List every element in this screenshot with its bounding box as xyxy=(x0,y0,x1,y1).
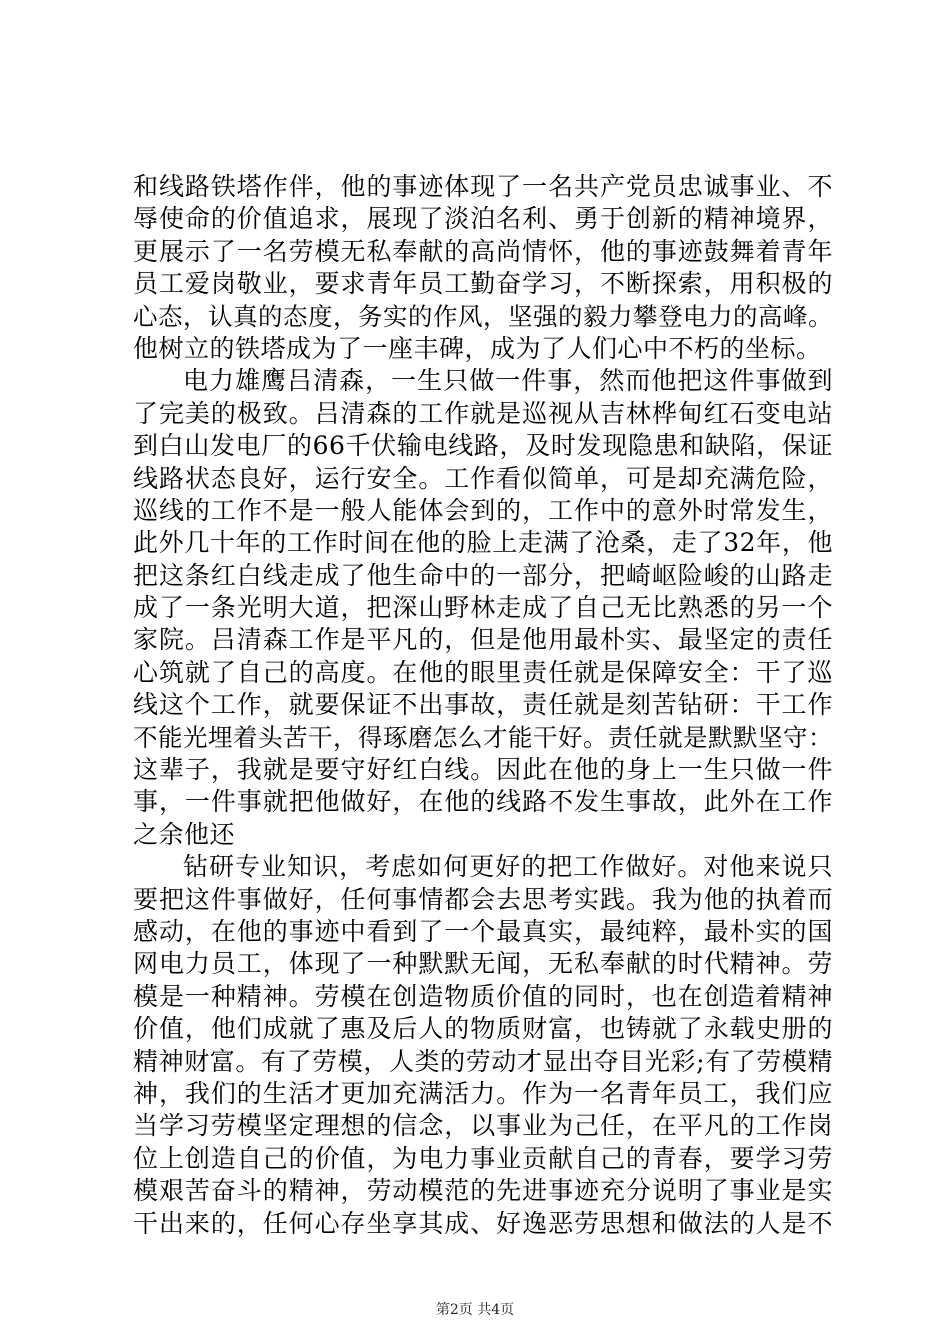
text-line: 心态，认真的态度，务实的作风，坚强的毅力攀登电力的高峰。 xyxy=(133,301,833,331)
text-line: 巡线的工作不是一般人能体会到的，工作中的意外时常发生， xyxy=(133,495,833,525)
text-line: 家院。吕清森工作是平凡的，但是他用最朴实、最坚定的责任 xyxy=(133,625,833,655)
text-line: 更展示了一名劳模无私奉献的高尚情怀，他的事迹鼓舞着青年 xyxy=(133,236,833,266)
text-line: 此外几十年的工作时间在他的脸上走满了沧桑，走了32年，他 xyxy=(133,528,833,558)
text-line: 线这个工作，就要保证不出事故，责任就是刻苦钻研：干工作 xyxy=(133,690,833,720)
paragraph-1 xyxy=(133,171,833,365)
text-line: 电力雄鹰吕清森，一生只做一件事，然而他把这件事做到 xyxy=(183,366,833,396)
text-line: 线路状态良好，运行安全。工作看似简单，可是却充满危险， xyxy=(133,463,833,493)
text-line: 神，我们的生活才更加充满活力。作为一名青年员工，我们应 xyxy=(133,1078,833,1108)
text-line: 之余他还 xyxy=(133,819,236,849)
text-line: 感动，在他的事迹中看到了一个最真实，最纯粹，最朴实的国 xyxy=(133,916,833,946)
text-line: 了完美的极致。吕清森的工作就是巡视从吉林桦甸红石变电站 xyxy=(133,398,833,428)
text-line: 当学习劳模坚定理想的信念，以事业为己任，在平凡的工作岗 xyxy=(133,1111,833,1141)
text-line: 他树立的铁塔成为了一座丰碑，成为了人们心中不朽的坐标。 xyxy=(133,333,822,363)
text-line: 精神财富。有了劳模，人类的劳动才显出夺目光彩;有了劳模精 xyxy=(133,1046,833,1076)
document-body xyxy=(133,171,833,1240)
text-line: 干出来的，任何心存坐享其成、好逸恶劳思想和做法的人是不 xyxy=(133,1208,833,1238)
text-line: 钻研专业知识，考虑如何更好的把工作做好。对他来说只 xyxy=(183,852,833,882)
text-line: 模是一种精神。劳模在创造物质价值的同时，也在创造着精神 xyxy=(133,981,833,1011)
text-line: 员工爱岗敬业，要求青年员工勤奋学习，不断探索，用积极的 xyxy=(133,269,833,299)
paragraph-2 xyxy=(133,365,833,851)
text-line: 不能光埋着头苦干，得琢磨怎么才能干好。责任就是默默坚守： xyxy=(133,722,833,752)
text-line: 模艰苦奋斗的精神，劳动模范的先进事迹充分说明了事业是实 xyxy=(133,1176,833,1206)
text-line: 心筑就了自己的高度。在他的眼里责任就是保障安全：干了巡 xyxy=(133,657,833,687)
text-line: 事，一件事就把他做好，在他的线路不发生事故，此外在工作 xyxy=(133,787,833,817)
text-line: 位上创造自己的价值，为电力事业贡献自己的青春，要学习劳 xyxy=(133,1143,833,1173)
text-line: 和线路铁塔作伴，他的事迹体现了一名共产党员忠诚事业、不 xyxy=(133,172,833,201)
text-line: 网电力员工，体现了一种默默无闻，无私奉献的时代精神。劳 xyxy=(133,949,833,979)
paragraph-3 xyxy=(133,851,833,1240)
text-line: 这辈子，我就是要守好红白线。因此在他的身上一生只做一件 xyxy=(133,755,833,785)
text-line: 辱使命的价值追求，展现了淡泊名利、勇于创新的精神境界， xyxy=(133,204,833,234)
text-line: 到白山发电厂的66千伏输电线路，及时发现隐患和缺陷，保证 xyxy=(133,431,833,461)
text-line: 把这条红白线走成了他生命中的一部分，把崎岖险峻的山路走 xyxy=(133,560,833,590)
text-line: 成了一条光明大道，把深山野林走成了自己无比熟悉的另一个 xyxy=(133,593,833,623)
text-line: 价值，他们成就了惠及后人的物质财富，也铸就了永载史册的 xyxy=(133,1014,833,1044)
page-number: 第2页 共4页 xyxy=(435,1302,515,1318)
text-line: 要把这件事做好，任何事情都会去思考实践。我为他的执着而 xyxy=(133,884,833,914)
